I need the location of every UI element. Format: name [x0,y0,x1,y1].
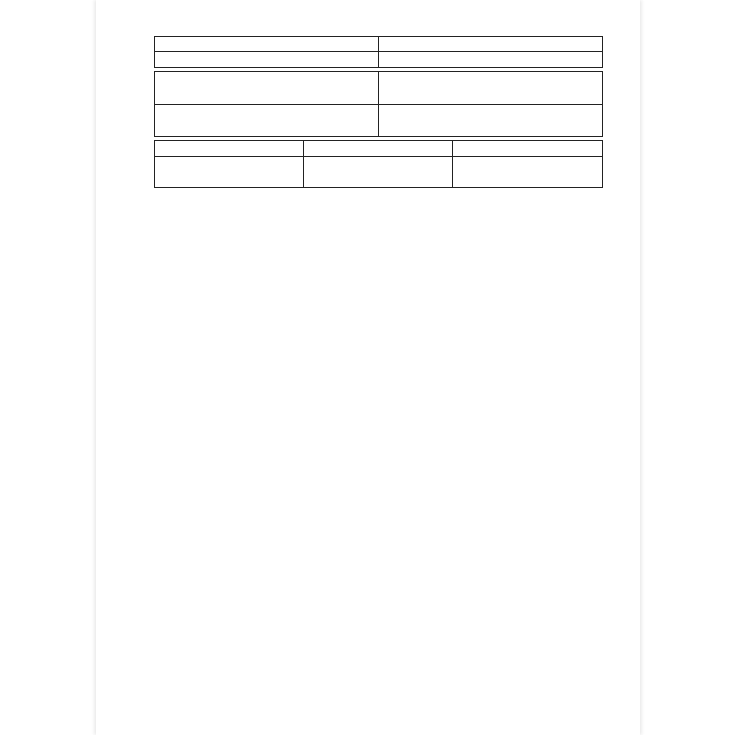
table-header [453,141,603,157]
table-header [155,141,304,157]
table-cell-empty[interactable] [155,157,304,188]
table-header [155,37,379,52]
word-table-5 [154,140,603,188]
table-cell-empty[interactable] [453,157,603,188]
table-cell-empty[interactable] [155,52,379,68]
table-header [304,141,453,157]
word-table-4 [154,71,603,137]
table-header [379,37,603,52]
table-header [379,72,603,105]
word-table-3 [154,36,603,68]
page-content [141,34,603,188]
table-cell-empty[interactable] [379,52,603,68]
table-cell-empty[interactable] [304,157,453,188]
table-cell-empty[interactable] [155,105,379,137]
table-cell-empty[interactable] [379,105,603,137]
table-header [155,72,379,105]
